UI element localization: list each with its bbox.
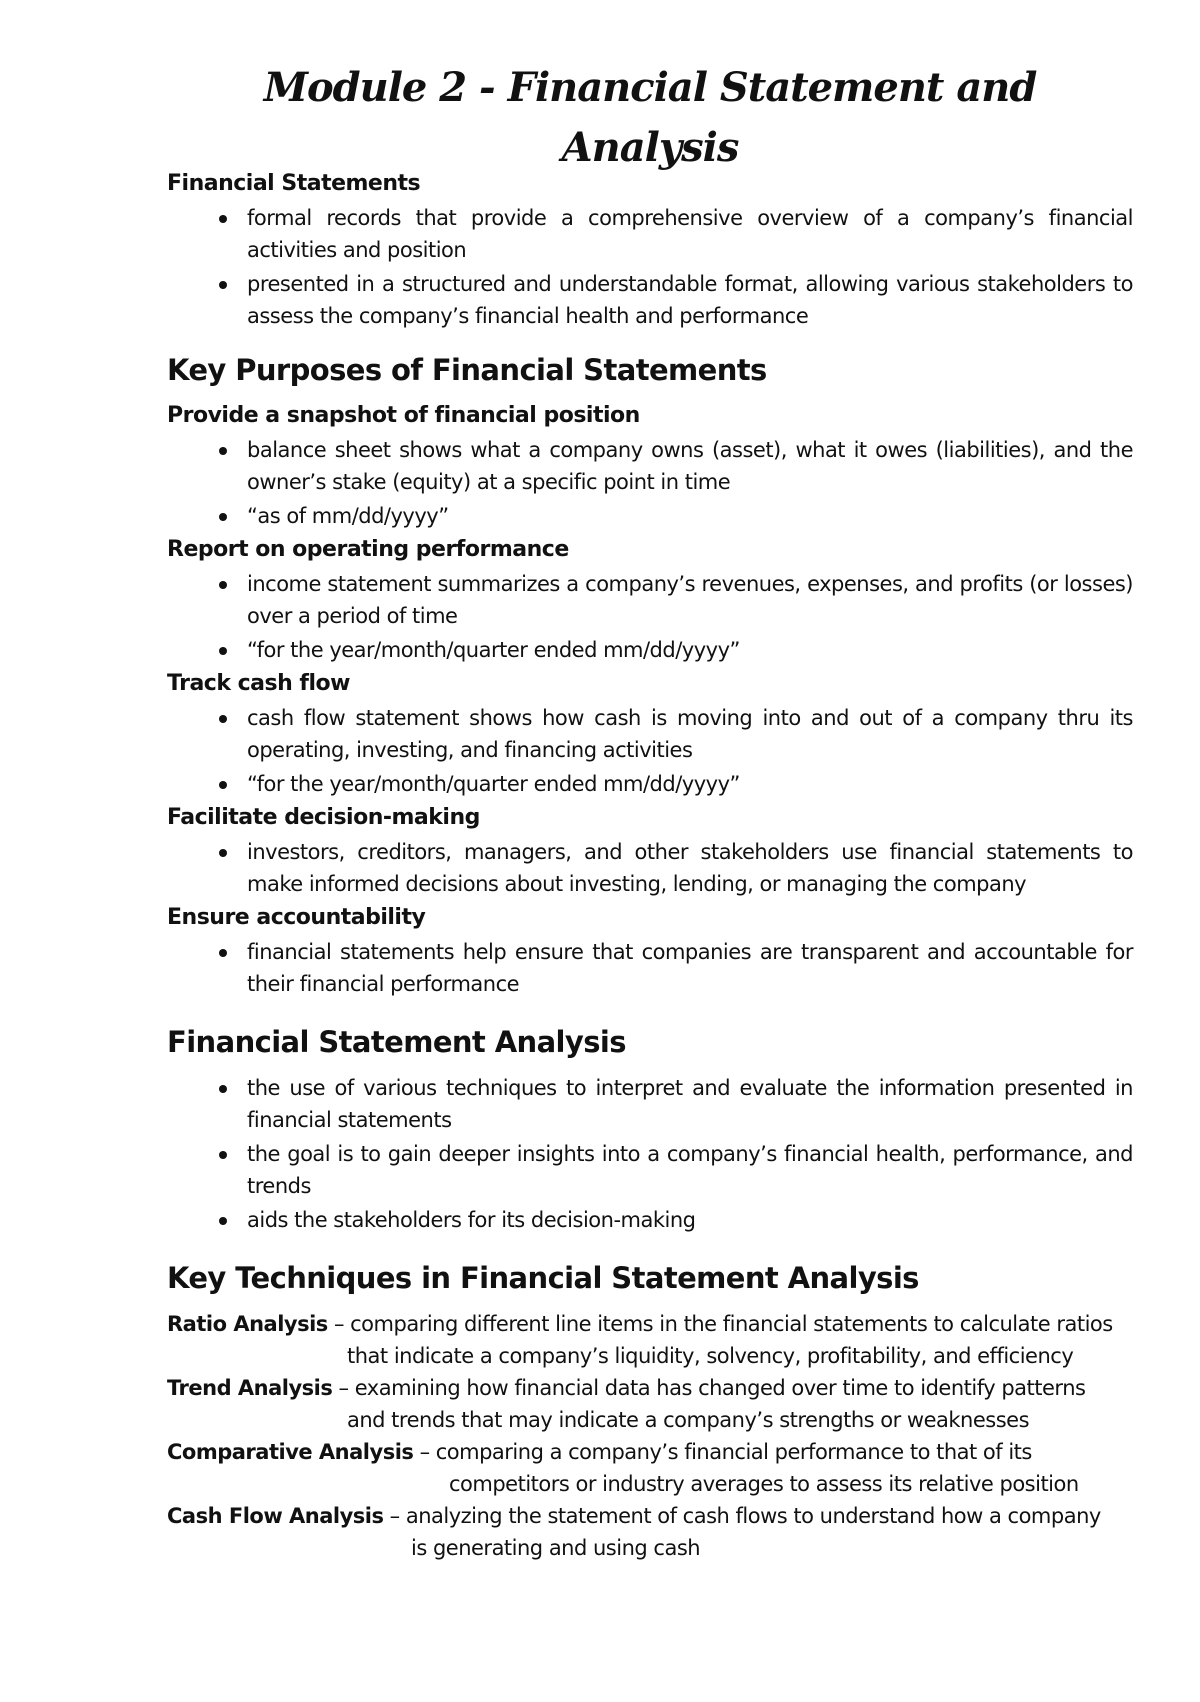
purpose-bullet-list <box>167 568 1133 666</box>
technique-description: – comparing a company’s financial performance to that of its <box>413 1440 1032 1464</box>
list-item: “as of mm/dd/yyyy” <box>167 500 1133 532</box>
technique-description-continued: is generating and using cash <box>411 1536 701 1560</box>
list-item: “for the year/month/quarter ended mm/dd/yyyy” <box>167 634 1133 666</box>
bullet-icon <box>219 447 227 455</box>
purpose-label: Provide a snapshot of financial position <box>167 403 640 428</box>
list-item: financial statements help ensure that companies are transparent and accountable for their financial performance <box>167 936 1133 1000</box>
list-item: “for the year/month/quarter ended mm/dd/yyyy” <box>167 768 1133 800</box>
technique-item <box>167 1308 1133 1372</box>
list-item: aids the stakeholders for its decision-making <box>167 1204 1133 1236</box>
bullet-icon <box>219 281 227 289</box>
bullet-icon <box>219 1085 227 1093</box>
list-item: presented in a structured and understandable format, allowing various stakeholders to assess the company’s financial health and performance <box>167 268 1133 332</box>
list-item: the goal is to gain deeper insights into a company’s financial health, performance, and trends <box>167 1138 1133 1202</box>
heading-key-purposes: Key Purposes of Financial Statements <box>167 353 767 387</box>
technique-description-continued: and trends that may indicate a company’s strengths or weaknesses <box>347 1408 1030 1432</box>
purpose-bullet-list <box>167 936 1133 1000</box>
list-item: investors, creditors, managers, and other stakeholders use financial statements to make informed decisions about investing, lending, or managing the company <box>167 836 1133 900</box>
page-title: Module 2 - Financial Statement and Analysis <box>263 64 1037 171</box>
purpose-label: Track cash flow <box>167 671 350 696</box>
section-label-financial-statements: Financial Statements <box>167 171 421 196</box>
intro-bullet-list <box>167 202 1133 332</box>
technique-item <box>167 1500 1133 1564</box>
bullet-icon <box>219 949 227 957</box>
technique-item <box>167 1436 1133 1500</box>
analysis-bullet-list <box>167 1072 1133 1236</box>
document-content <box>167 168 1133 1564</box>
list-item: income statement summarizes a company’s revenues, expenses, and profits (or losses) over a period of time <box>167 568 1133 632</box>
list-item: the use of various techniques to interpret and evaluate the information presented in financial statements <box>167 1072 1133 1136</box>
technique-term: Comparative Analysis <box>167 1440 414 1464</box>
technique-description-continued: that indicate a company’s liquidity, solvency, profitability, and efficiency <box>347 1344 1074 1368</box>
list-item: cash flow statement shows how cash is moving into and out of a company thru its operating, investing, and financing activities <box>167 702 1133 766</box>
bullet-icon <box>219 1151 227 1159</box>
bullet-icon <box>219 581 227 589</box>
bullet-icon <box>219 849 227 857</box>
purpose-bullet-list <box>167 702 1133 800</box>
technique-description: – analyzing the statement of cash flows to understand how a company <box>383 1504 1101 1528</box>
purpose-label: Ensure accountability <box>167 905 426 930</box>
purpose-label: Facilitate decision-making <box>167 805 480 830</box>
bullet-icon <box>219 513 227 521</box>
bullet-icon <box>219 715 227 723</box>
heading-financial-statement-analysis: Financial Statement Analysis <box>167 1025 626 1059</box>
technique-description: – examining how financial data has changed over time to identify patterns <box>332 1376 1086 1400</box>
heading-key-techniques: Key Techniques in Financial Statement Analysis <box>167 1261 919 1295</box>
purpose-bullet-list <box>167 836 1133 900</box>
technique-description: – comparing different line items in the financial statements to calculate ratios <box>327 1312 1113 1336</box>
technique-term: Ratio Analysis <box>167 1312 328 1336</box>
technique-item <box>167 1372 1133 1436</box>
bullet-icon <box>219 781 227 789</box>
technique-term: Trend Analysis <box>167 1376 333 1400</box>
bullet-icon <box>219 647 227 655</box>
list-item: formal records that provide a comprehensive overview of a company’s financial activities and position <box>167 202 1133 266</box>
purpose-label: Report on operating performance <box>167 537 569 562</box>
technique-description-continued: competitors or industry averages to assess its relative position <box>449 1472 1079 1496</box>
purpose-bullet-list <box>167 434 1133 532</box>
technique-term: Cash Flow Analysis <box>167 1504 384 1528</box>
bullet-icon <box>219 1217 227 1225</box>
list-item: balance sheet shows what a company owns (asset), what it owes (liabilities), and the owner’s stake (equity) at a specific point in time <box>167 434 1133 498</box>
bullet-icon <box>219 215 227 223</box>
